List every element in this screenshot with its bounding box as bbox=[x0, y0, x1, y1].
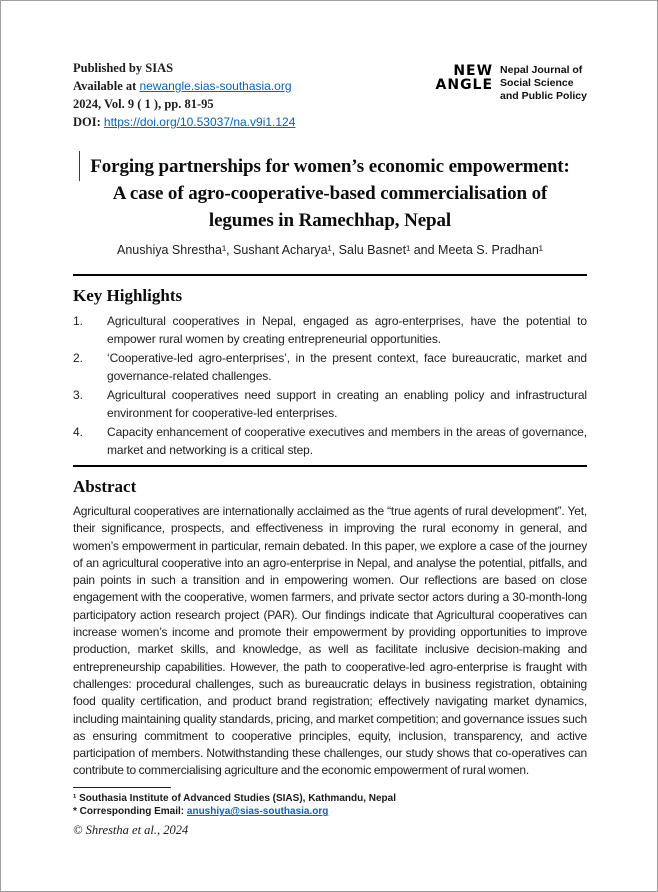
list-item-text: ‘Cooperative-led agro-enterprises’, in the present context, face bureaucratic, market and governance-related challenges. bbox=[107, 351, 587, 383]
journal-logo bbox=[436, 64, 587, 103]
title-line-2: A case of agro-cooperative-based commercialisation of bbox=[112, 183, 548, 204]
doi-link[interactable]: https://doi.org/10.53037/na.v9i1.124 bbox=[103, 115, 296, 129]
new-angle-logo-mark bbox=[436, 64, 494, 92]
paper-header bbox=[73, 59, 587, 131]
corresponding-prefix: * Corresponding Email: bbox=[73, 806, 187, 818]
journal-name-line: and Public Policy bbox=[500, 90, 587, 102]
footnote-divider bbox=[73, 787, 171, 788]
title-line-3: legumes in Ramechhap, Nepal bbox=[208, 210, 452, 231]
corresponding-email-link[interactable]: anushiya@sias-southasia.org bbox=[186, 806, 329, 818]
key-highlights-list bbox=[73, 313, 587, 459]
doi-line bbox=[73, 113, 295, 131]
available-at-line bbox=[73, 77, 295, 95]
list-item bbox=[73, 350, 587, 385]
list-item-text: Capacity enhancement of cooperative executives and members in the areas of governance, market and networking is a critical step. bbox=[107, 425, 587, 457]
list-item-number: 1. bbox=[73, 314, 83, 328]
list-item bbox=[73, 424, 587, 459]
page-content bbox=[1, 1, 657, 838]
authors-line: Anushiya Shrestha¹, Sushant Acharya¹, Salu Basnet¹ and Meeta S. Pradhan¹ bbox=[117, 243, 543, 257]
logo-word-angle: ANGLE bbox=[435, 77, 494, 93]
list-item-number: 3. bbox=[73, 388, 83, 402]
section-divider bbox=[73, 465, 587, 467]
list-item-text: Agricultural cooperatives in Nepal, engaged as agro-enterprises, have the potential to empower rural women by creating entrepreneurial opportunities. bbox=[107, 314, 587, 346]
list-item-text: Agricultural cooperatives need support in creating an enabling policy and infrastructural environment for cooperative-led enterprises. bbox=[107, 388, 587, 420]
corresponding-footnote bbox=[73, 805, 587, 819]
list-item bbox=[73, 387, 587, 422]
logo-word-new: NEW bbox=[453, 63, 494, 79]
available-at-prefix: Available at bbox=[73, 79, 140, 93]
affiliation-footnote: ¹ Southasia Institute of Advanced Studies (SIAS), Kathmandu, Nepal bbox=[73, 792, 396, 804]
text-cursor bbox=[79, 151, 80, 181]
publication-info bbox=[73, 59, 295, 131]
page-footer bbox=[73, 787, 587, 838]
journal-site-link[interactable]: newangle.sias-southasia.org bbox=[139, 79, 292, 93]
list-item-number: 2. bbox=[73, 351, 83, 365]
journal-name bbox=[500, 64, 587, 103]
published-by-line: Published by SIAS bbox=[73, 61, 174, 75]
list-item bbox=[73, 313, 587, 348]
doi-prefix: DOI: bbox=[73, 115, 104, 129]
journal-name-line: Nepal Journal of bbox=[500, 64, 583, 76]
key-highlights-heading: Key Highlights bbox=[73, 286, 183, 305]
article-title bbox=[73, 153, 587, 234]
copyright-line: © Shrestha et al., 2024 bbox=[73, 822, 189, 837]
abstract-text: Agricultural cooperatives are internationally acclaimed as the “true agents of rural development”. Yet, their significance, prospects, and effectiveness in improving the rural economy in general, and women’s empowerment in particular, remain debated. In this paper, we explore a case of the journey of an agricultural cooperative into an agro-enterprise in Nepal, and analyse the potential, pitfalls, and pain points in such a transition and in empowering women. Our reflections are based on close engagement with the cooperative, women farmers, and private sector actors during a 30-month-long participatory action research project (PAR). Our findings indicate that Agricultural cooperatives can increase women’s income and promote their empowerment by providing opportunities to improve production, market skills, and knowledge, as well as facilitate inclusive decision-making and entrepreneurship capabilities. However, the path to cooperative-led agro-enterprise is fraught with challenges: procedural challenges, such as bureaucratic delays in business registration, obtaining food quality certification, and product brand registration; effectively navigating market dynamics, including maintaining quality standards, pricing, and market competition; and governance issues such as ensuring commitment to cooperative principles, equity, inclusion, transparency, and active participation of members. Notwithstanding these challenges, our study shows that co-operatives can contribute to commercialising agriculture and the economic empowerment of rural women. bbox=[73, 504, 587, 778]
abstract-heading: Abstract bbox=[73, 477, 137, 496]
journal-name-line: Social Science bbox=[500, 77, 574, 89]
list-item-number: 4. bbox=[73, 425, 83, 439]
title-line-1: Forging partnerships for women’s economic empowerment: bbox=[90, 156, 570, 177]
section-divider bbox=[73, 274, 587, 276]
volume-line: 2024, Vol. 9 ( 1 ), pp. 81-95 bbox=[73, 97, 214, 111]
